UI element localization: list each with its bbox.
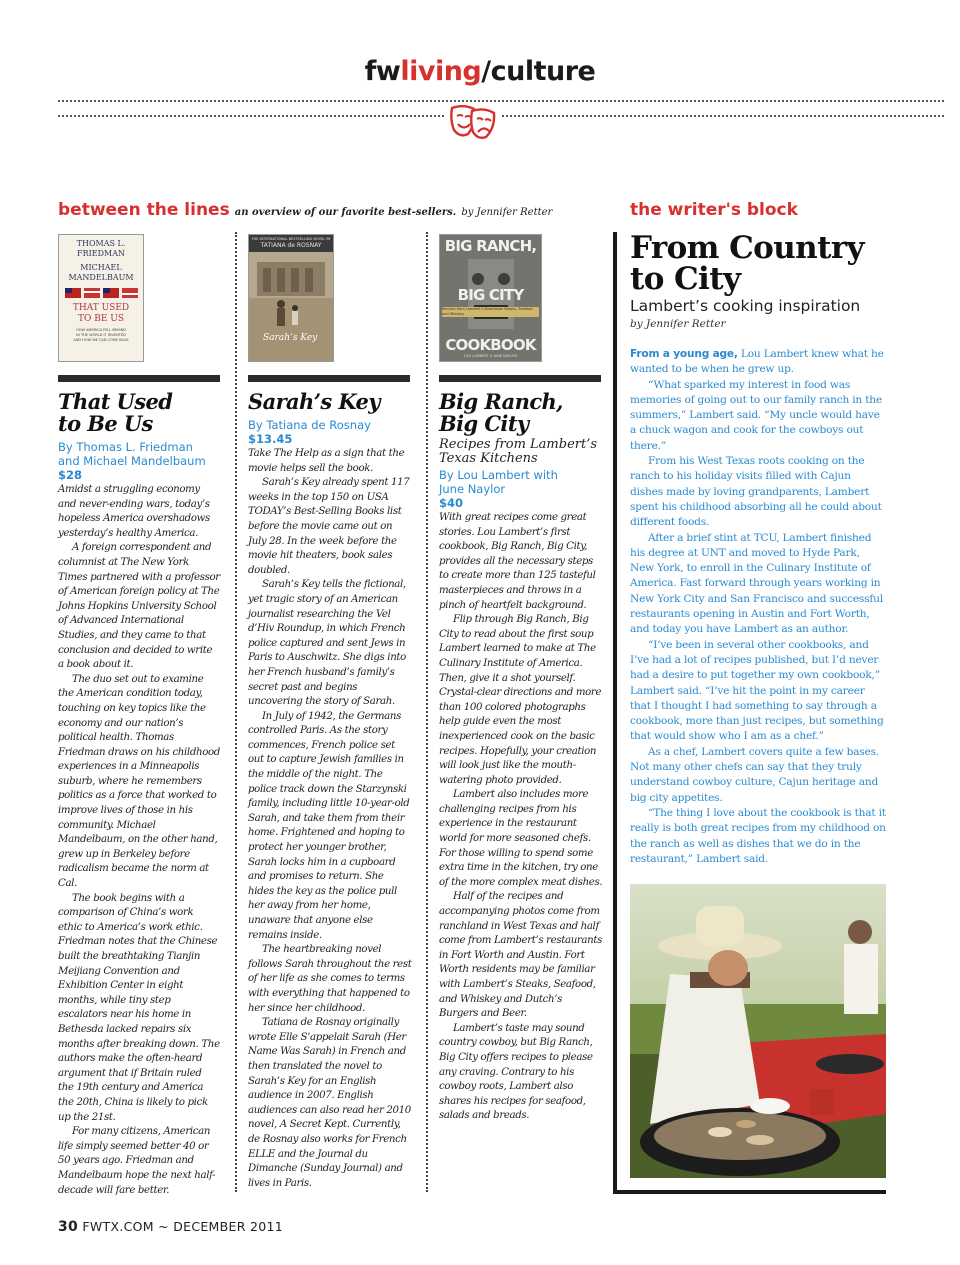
book-author: and Michael Mandelbaum [58,454,206,468]
cover-tagline: HOW AMERICA FELL BEHIND [76,328,126,332]
cover-title-line: TO BE US [77,314,125,324]
book-price: $13.45 [248,432,293,446]
writers-block-subtitle: Lambert’s cooking inspiration [630,297,861,315]
writers-block-headline [630,230,890,330]
book-cover-sarahs-key [248,234,334,362]
cover-authors: LOU LAMBERT & JUNE NAYLOR [463,354,517,358]
section-header-post: /culture [481,56,596,87]
book-author: By Tatiana de Rosnay [248,418,371,432]
page-footer [58,1219,283,1235]
book-title: Sarah’s Key [248,389,380,414]
section-header [0,56,960,87]
column-separator [426,232,428,1192]
book-info-sarahs-key [248,391,412,1191]
body-paragraph: Amidst a struggling economy and never-ending wars, today’s hopeless America overshadows yesterday’s healthy America. [58,484,210,539]
writers-block-title: to City [630,261,741,297]
body-paragraph: “What sparked my interest in food was memories of going out to our family ranch in the summers,” Lambert said. “My uncle would have a chuck wagon and cook for the cowboys out there.” [630,378,882,452]
column-divider-bar [248,375,410,382]
body-paragraph: After a brief stint at TCU, Lambert finished his degree at UNT and moved to Hyde Park, New York, to enroll in the Culinary Institute of America. Fast forward through years working in New York City and San Francisco and successful restaurants opening in Austin and Fort Worth, and today you have Lambert as an author. [630,531,883,636]
body-paragraph: A foreign correspondent and columnist at The New York Times partnered with a professor of American foreign policy at The Johns Hopkins University School of Advanced International Studies, and they came to that conclusion and decided to write a book about it. [58,542,220,671]
book-title: to Be Us [58,411,153,436]
book-author: By Thomas L. Friedman [58,440,193,454]
cover-script-title: Sarah’s Key [263,333,318,343]
cover-title-line: BIG RANCH, [444,237,537,255]
between-the-lines-byline: by Jennifer Retter [461,207,553,218]
lead-in: From a young age, [630,348,738,360]
cover-author-line: FRIEDMAN [77,249,125,258]
writers-block-frame [613,232,617,1194]
book-price: $28 [58,468,83,482]
body-paragraph: From his West Texas roots cooking on the ranch to his holiday visits filled with Cajun dishes made by loving grandparents, Lambert spent his childhood absorbing all he could about different foods. [630,455,882,529]
cover-title-line: BIG CITY [457,286,524,304]
body-paragraph: In July of 1942, the Germans controlled Paris. As the story commences, French police set out to capture Jewish families in the middle of the night. The police track down the Starzynski family, including little 10-year-old Sarah, and take them from their home. Frightened and hoping to protect her younger brother, Sarah locks him in a cupboard and promises to return. She hides the key as the police pull her away from her home, unaware that anyone else remains inside. [248,710,410,941]
body-paragraph: Take The Help as a sign that the movie helps sell the book. [248,448,405,474]
cover-author-line: MICHAEL [80,263,122,272]
between-the-lines-subtitle: an overview of our favorite best-sellers. [234,207,457,218]
body-paragraph: Half of the recipes and accompanying photos come from ranchland in West Texas and half come from Lambert’s restaurants in Fort Worth and Austin. Fort Worth residents may be familiar with Lambert’s Steaks, Seafood, and Whiskey and Dutch’s Burgers and Beer. [439,891,602,1020]
writers-block-frame [613,1190,886,1194]
book-info-big-ranch-big-city [439,391,603,1124]
book-author: June Naylor [439,482,506,496]
book-title: Big City [439,411,529,436]
cover-title-line: COOKBOOK [445,336,536,354]
book-title: That Used [58,389,173,414]
book-review-body [439,511,603,1124]
between-the-lines-kicker: between the lines [58,200,230,220]
section-header-mid: living [400,56,482,87]
column-divider-bar [439,375,601,382]
cover-author-line: MANDELBAUM [68,273,134,282]
book-review-body [248,447,412,1191]
book-review-body [58,483,220,1198]
body-paragraph: Sarah’s Key tells the fictional, yet tragic story of an American journalist researching the Vel d’Hiv Roundup, in which French police captured and sent Jews in Paris to Auschwitz. She digs into her French husband’s family’s secret past and begins uncovering the story of Sarah. [248,579,406,708]
body-paragraph: “I’ve been in several other cookbooks, and I’ve had a lot of recipes published, but I’d never had a desire to put together my own cookbook,” Lambert said. “I’ve hit the point in my career that I thought I had something to say through a cookbook, more than just recipes, but something that would show who I am as a chef.” [630,638,884,743]
header-rule-bottom [58,115,944,117]
body-paragraph: As a chef, Lambert covers quite a few bases. Not many other chefs can say that they truly understand cowboy culture, Cajun heritage and big city appetites. [630,745,880,804]
body-paragraph: “The thing I love about the cookbook is that it really is both great recipes from my childhood on the ranch as well as dishes that we do in the restaurant,” Lambert said. [630,806,886,865]
book-author: By Lou Lambert with [439,468,558,482]
body-paragraph: Sarah’s Key already spent 117 weeks in the top 150 on USA TODAY’s Best-Selling Books list before the movie came out on July 28. In the week before the movie hit theaters, book sales doubled. [248,477,410,576]
theater-masks-icon [446,102,500,146]
cover-tagline: Recipes from Lambert’s Downtown Steaks, Seafood and Whiskey [442,307,539,317]
flags-icon [59,286,143,300]
cover-top-line: TATIANA de ROSNAY [260,242,322,249]
body-paragraph: For many citizens, American life simply seemed better 40 or 50 years ago. Friedman and Mandelbaum hope the next half-decade will fare better. [58,1126,216,1196]
body-paragraph: Lou Lambert knew what he wanted to be when he grew up. [630,348,884,376]
section-header-pre: fw [364,56,401,87]
book-cover-that-used-to-be-us [58,234,144,362]
page-number: 30 [58,1219,79,1235]
body-paragraph: Flip through Big Ranch, Big City to read about the first soup Lambert learned to make at The Culinary Institute of America. Then, give it a shot yourself. Crystal-clear directions and more than 100 colored photographs help guide even the most inexperienced cook on the basic recipes. Hopefully, your creation will look just like the mouth-watering photo provided. [439,614,602,786]
body-paragraph: Lambert’s taste may sound country cowboy, but Big Ranch, Big City offers recipes to please any craving. Contrary to his cowboy roots, Lambert also shares his recipes for seafood, salads and breads. [439,1022,593,1122]
header-rule-top [58,100,944,102]
cover-title-line: THAT USED [72,303,130,313]
writers-block-byline: by Jennifer Retter [630,318,726,330]
body-paragraph: The duo set out to examine the American condition today, touching on key topics like the economy and our nation’s political health. Thomas Friedman draws on his childhood experiences in a Minneapolis suburb, where he remembers politics as a force that worked to improve lives of those in his community. Michael Mandelbaum, on the other hand, grew up in Berkeley before radicalism became the norm at Cal. [58,673,220,890]
body-paragraph: Tatiana de Rosnay originally wrote Elle S’appelait Sarah (Her Name Was Sarah) in French and then translated the novel to Sarah’s Key for an English audience in 2007. English audiences can also read her 2010 novel, A Secret Kept. Currently, de Rosnay also works for French ELLE and the Journal du Dimanche (Sunday Journal) and lives in Paris. [248,1017,411,1189]
book-info-that-used-to-be-us [58,391,220,1198]
book-cover-big-ranch-big-city [439,234,542,362]
cover-tagline: AND HOW WE CAN COME BACK [73,338,129,342]
chef-cooking-photo [630,884,886,1178]
book-title: Big Ranch, [439,389,563,414]
writers-block-title: From Country [630,230,864,266]
body-paragraph: The heartbreaking novel follows Sarah throughout the rest of her life as she comes to terms with everything that happened to her since her childhood. [248,944,412,1014]
cover-author-line: THOMAS L. [76,239,126,248]
issue-date: DECEMBER 2011 [173,1219,283,1234]
writers-block-kicker: the writer's block [630,200,798,220]
publication-name: FWTX.COM [82,1219,154,1234]
writers-block-body [630,347,886,867]
book-subtitle: Recipes from Lambert’s [439,437,598,452]
body-paragraph: The book begins with a comparison of China’s work ethic to America’s work ethic. Friedman notes that the Chinese built the breathtaking Tianjin Meijiang Convention and Exhibition Center in eight months, while tiny step escalators near his home in Bethesda lacked repairs six months after breaking down. The authors make the often-heard argument that if Britain ruled the 19th century and America the 20th, China is likely to pick up the 21st. [58,892,220,1123]
cover-top-line: THE INTERNATIONAL BESTSELLING NOVEL BY [251,237,331,241]
body-paragraph: Lambert also includes more challenging recipes from his experience in the restaurant world for more seasoned chefs. For those willing to spend some extra time in the kitchen, try one of the more complex meat dishes. [439,789,603,888]
cover-tagline: IN THE WORLD IT INVENTED [76,333,126,337]
column-divider-bar [58,375,220,382]
cover-image [249,252,333,362]
column-separator [235,232,237,1192]
body-paragraph: With great recipes come great stories. Lou Lambert’s first cookbook, Big Ranch, Big City, provides all the necessary steps to create more than 125 tasteful masterpieces and throws in a pinch of heartfelt background. [439,512,596,611]
book-price: $40 [439,496,464,510]
between-the-lines-header [58,200,552,220]
footer-separator: ~ [158,1219,169,1234]
book-subtitle: Texas Kitchens [439,451,538,466]
